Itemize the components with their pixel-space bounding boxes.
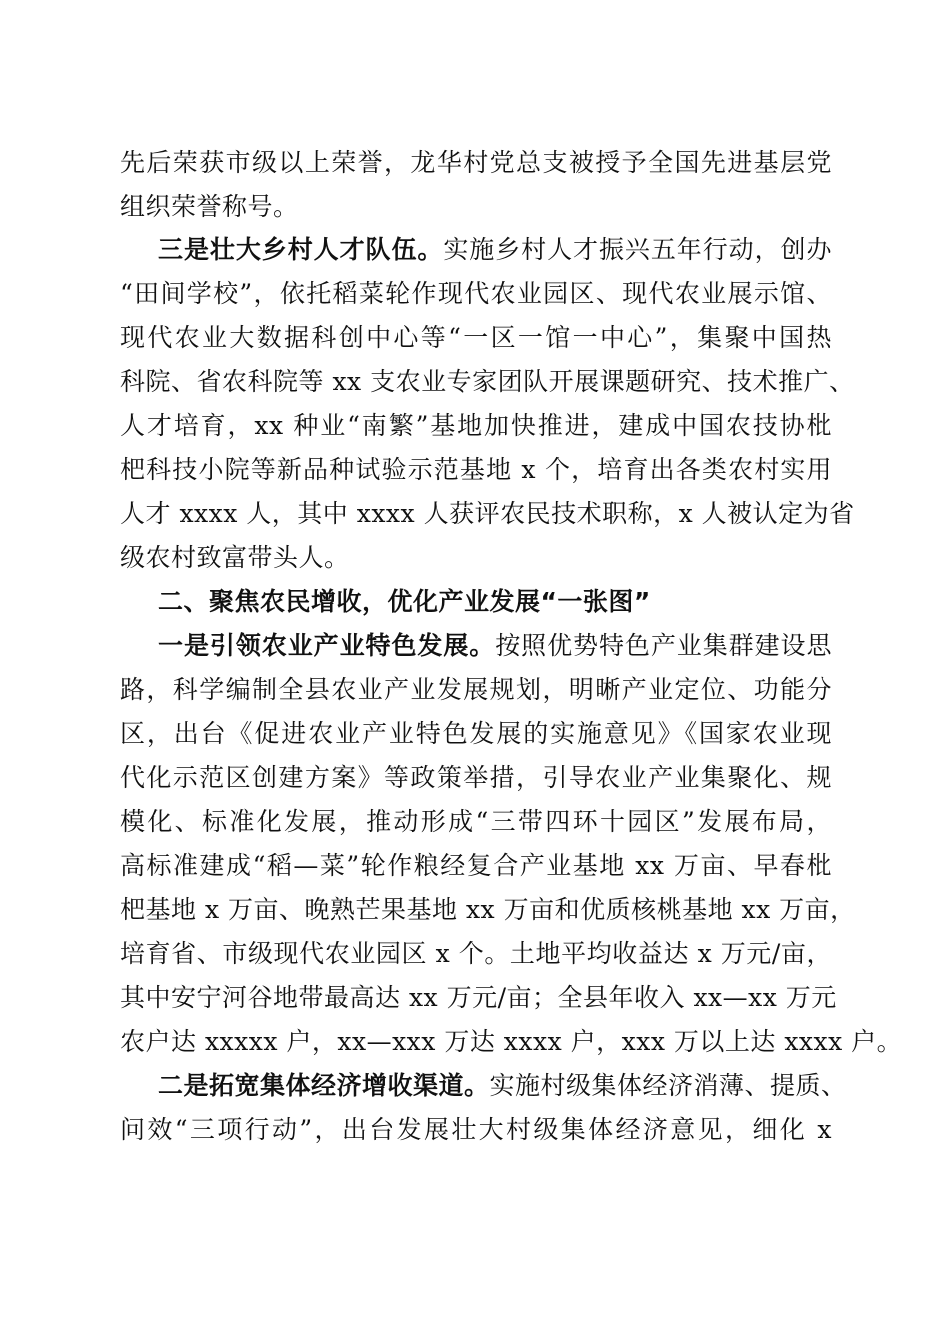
paragraph-line: 组织荣誉称号。: [120, 192, 299, 221]
paragraph-line: 其中安宁河谷地带最高达 xx 万元/亩；全县年收入 xx—xx 万元: [120, 983, 837, 1012]
paragraph-line: 杷科技小院等新品种试验示范基地 x 个，培育出各类农村实用: [120, 455, 832, 484]
paragraph-line: 级农村致富带头人。: [120, 543, 350, 572]
paragraph-line: 人才 xxxx 人，其中 xxxx 人获评农民技术职称，x 人被认定为省: [120, 499, 855, 528]
paragraph-lead: 三是壮大乡村人才队伍。: [158, 235, 444, 264]
paragraph-line: 问效“三项行动”，出台发展壮大村级集体经济意见，细化 x: [120, 1115, 832, 1144]
paragraph-line: 先后荣获市级以上荣誉，龙华村党总支被授予全国先进基层党: [120, 148, 832, 177]
paragraph-lead: 二是拓宽集体经济增收渠道。: [158, 1071, 490, 1100]
paragraph-line: [158, 625, 832, 667]
paragraph-line: “田间学校”，依托稻菜轮作现代农业园区、现代农业展示馆、: [120, 279, 832, 308]
paragraph-line: 代化示范区创建方案》等政策举措，引导农业产业集聚化、规: [120, 763, 832, 792]
section-heading: 二、聚焦农民增收，优化产业发展“一张图”: [158, 587, 651, 616]
paragraph-line: 高标准建成“稻—菜”轮作粮经复合产业基地 xx 万亩、早春枇: [120, 851, 832, 880]
paragraph-text: 实施乡村人才振兴五年行动，创办: [443, 235, 832, 264]
paragraph-line: 模化、标准化发展，推动形成“三带四环十园区”发展布局，: [120, 807, 832, 836]
paragraph-line: 人才培育，xx 种业“南繁”基地加快推进，建成中国农技协枇: [120, 411, 832, 440]
paragraph-line: 路，科学编制全县农业产业发展规划，明晰产业定位、功能分: [120, 675, 832, 704]
paragraph-line: 农户达 xxxxx 户，xx—xxx 万达 xxxx 户，xxx 万以上达 xxxx 户。: [120, 1027, 903, 1056]
paragraph-text: 实施村级集体经济消薄、提质、: [489, 1071, 847, 1100]
paragraph-text: 按照优势特色产业集群建设思: [495, 631, 832, 660]
paragraph-line: [158, 1065, 847, 1107]
paragraph-line: 科院、省农科院等 xx 支农业专家团队开展课题研究、技术推广、: [120, 367, 855, 396]
paragraph-line: 培育省、市级现代农业园区 x 个。土地平均收益达 x 万元/亩，: [120, 939, 832, 968]
paragraph-line: 区，出台《促进农业产业特色发展的实施意见》《国家农业现: [120, 719, 832, 748]
paragraph-line: 杷基地 x 万亩、晚熟芒果基地 xx 万亩和优质核桃基地 xx 万亩，: [120, 895, 856, 924]
paragraph-line: 现代农业大数据科创中心等“一区一馆一中心”，集聚中国热: [120, 323, 832, 352]
paragraph-line: [158, 229, 832, 271]
paragraph-lead: 一是引领农业产业特色发展。: [158, 631, 496, 660]
